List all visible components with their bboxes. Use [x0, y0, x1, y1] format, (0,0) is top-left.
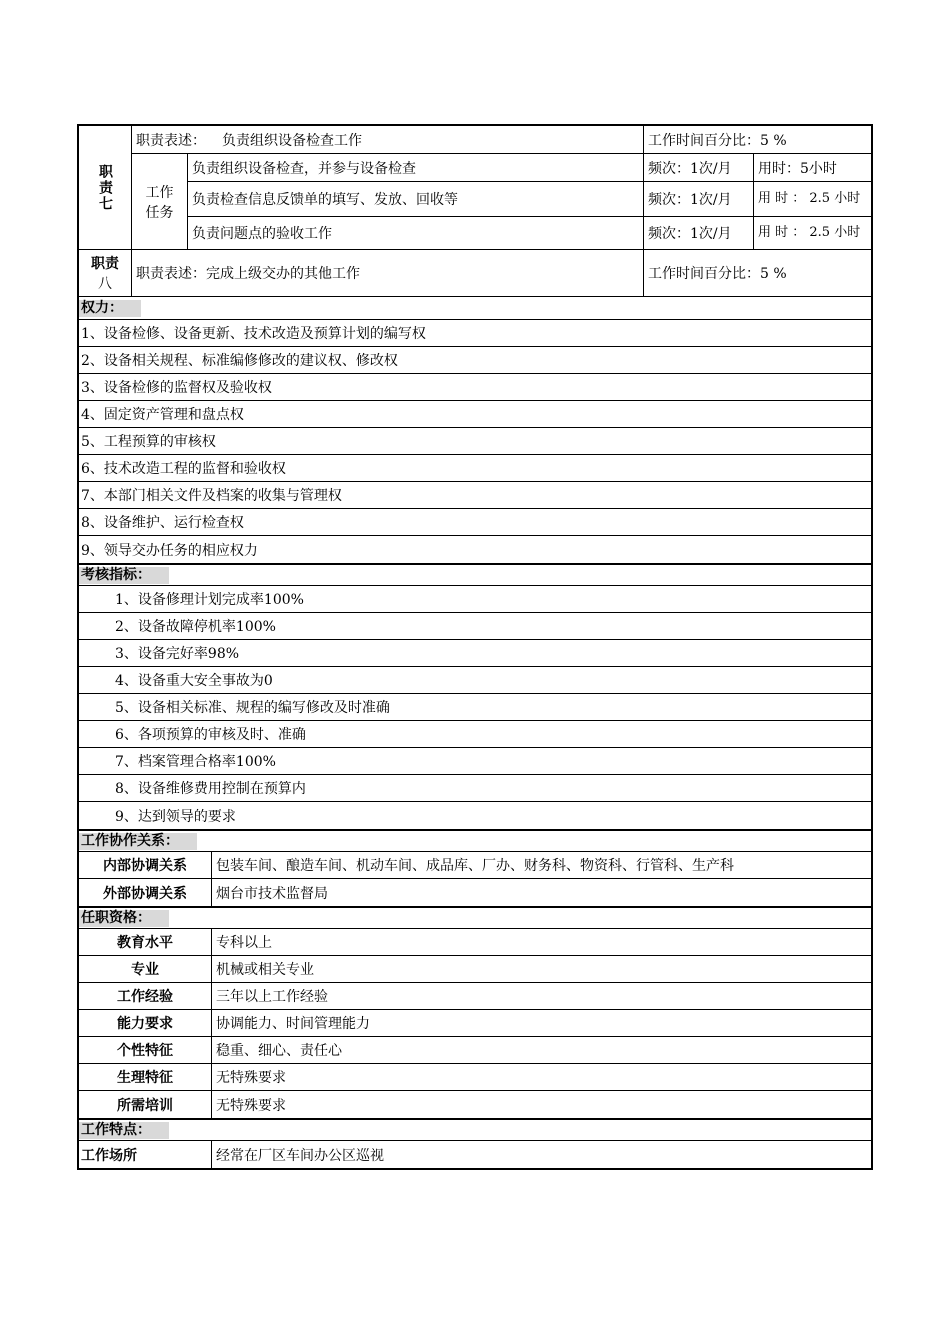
duty7-content: [132, 126, 871, 249]
duty7-statement-row: [132, 126, 871, 154]
kpi-heading: 考核指标：: [79, 563, 871, 586]
duty7-statement: 职责表述： 负责组织设备检查工作: [132, 126, 644, 153]
duty8-block: [79, 250, 871, 297]
cooperation-row-external: [79, 879, 871, 906]
qualification-value: 无特殊要求: [216, 1070, 286, 1086]
power-item: 9、领导交办任务的相应权力: [81, 542, 258, 559]
task-time: 用时：5小时: [758, 160, 837, 177]
power-item: 2、设备相关规程、标准编修修改的建议权、修改权: [79, 347, 871, 374]
cooperation-value: 包装车间、酿造车间、机动车间、成品库、厂办、财务科、物资科、行管科、生产科: [216, 858, 734, 874]
qualification-label: 工作经验: [79, 983, 212, 1009]
duty8-label: 职责 八: [79, 250, 132, 296]
powers-list: [79, 320, 871, 563]
power-item: 5、工程预算的审核权: [79, 428, 871, 455]
features-heading: 工作特点：: [79, 1118, 871, 1141]
task-row: [188, 154, 871, 182]
power-item: 8、设备维护、运行检查权: [79, 509, 871, 536]
cooperation-heading: 工作协作关系：: [79, 829, 871, 852]
cooperation-value: 烟台市技术监督局: [216, 885, 328, 902]
tasks-label: 工作 任务: [132, 154, 188, 249]
kpi-item: 8、设备维修费用控制在预算内: [79, 775, 871, 802]
task-frequency: 频次：1次/月: [644, 217, 754, 249]
job-description-table: [77, 124, 873, 1170]
duty7-tasks: [132, 154, 871, 249]
qualification-row: [79, 1064, 871, 1091]
qualification-label: 专业: [79, 956, 212, 982]
qualification-row: [79, 929, 871, 956]
power-item: 1、设备检修、设备更新、技术改造及预算计划的编写权: [79, 320, 871, 347]
task-time: 用 时 ： 2.5 小时: [758, 225, 861, 240]
task-desc: 负责检查信息反馈单的填写、发放、回收等: [188, 182, 644, 216]
kpi-item: 1、设备修理计划完成率100%: [79, 586, 871, 613]
kpi-item: 4、设备重大安全事故为0: [79, 667, 871, 694]
qualification-value: 专科以上: [216, 935, 272, 951]
qualification-label: 所需培训: [79, 1091, 212, 1118]
cooperation-label: 内部协调关系: [79, 852, 212, 878]
kpi-item: 9、达到领导的要求: [115, 808, 236, 825]
qualification-label: 能力要求: [79, 1010, 212, 1036]
task-desc: 负责问题点的验收工作: [188, 217, 644, 249]
task-desc: 负责组织设备检查，并参与设备检查: [188, 154, 644, 181]
qualification-row: [79, 983, 871, 1010]
feature-label: 工作场所: [79, 1141, 212, 1168]
cooperation-label: 外部协调关系: [79, 879, 212, 906]
kpi-item: 5、设备相关标准、规程的编写修改及时准确: [79, 694, 871, 721]
kpi-item: 6、各项预算的审核及时、准确: [79, 721, 871, 748]
power-item: 7、本部门相关文件及档案的收集与管理权: [79, 482, 871, 509]
duty7-time-percent: 工作时间百分比：5 %: [648, 132, 787, 149]
task-row: [188, 182, 871, 217]
duty8-statement: 职责表述：完成上级交办的其他工作: [132, 250, 644, 296]
task-time: 用 时 ： 2.5 小时: [758, 191, 861, 206]
duty7-label: 职责七: [79, 126, 132, 249]
qualification-row: [79, 1037, 871, 1064]
power-item: 3、设备检修的监督权及验收权: [79, 374, 871, 401]
qualification-value: 机械或相关专业: [216, 962, 314, 978]
kpi-item: 7、档案管理合格率100%: [79, 748, 871, 775]
qualifications-heading: 任职资格：: [79, 906, 871, 929]
qualification-label: 教育水平: [79, 929, 212, 955]
kpi-item: 2、设备故障停机率100%: [79, 613, 871, 640]
feature-row: [79, 1141, 871, 1168]
qualification-row: [79, 1010, 871, 1037]
duty8-time-percent: 工作时间百分比：5 %: [648, 266, 787, 282]
powers-heading: 权力：: [79, 297, 871, 320]
power-item: 6、技术改造工程的监督和验收权: [79, 455, 871, 482]
cooperation-row-internal: [79, 852, 871, 879]
qualification-label: 个性特征: [79, 1037, 212, 1063]
task-frequency: 频次：1次/月: [644, 182, 754, 216]
task-frequency: 频次：1次/月: [644, 154, 754, 181]
duty7-block: [79, 126, 871, 250]
qualification-label: 生理特征: [79, 1064, 212, 1090]
qualification-value: 稳重、细心、责任心: [216, 1043, 342, 1059]
kpi-item: 3、设备完好率98%: [79, 640, 871, 667]
qualification-row: [79, 956, 871, 983]
task-list: [188, 154, 871, 249]
kpi-list: [79, 586, 871, 829]
task-row: [188, 217, 871, 249]
feature-value: 经常在厂区车间办公区巡视: [216, 1147, 384, 1164]
qualification-value: 无特殊要求: [216, 1097, 286, 1114]
qualification-value: 协调能力、时间管理能力: [216, 1016, 370, 1032]
power-item: 4、固定资产管理和盘点权: [79, 401, 871, 428]
qualification-value: 三年以上工作经验: [216, 989, 328, 1005]
qualification-row: [79, 1091, 871, 1118]
